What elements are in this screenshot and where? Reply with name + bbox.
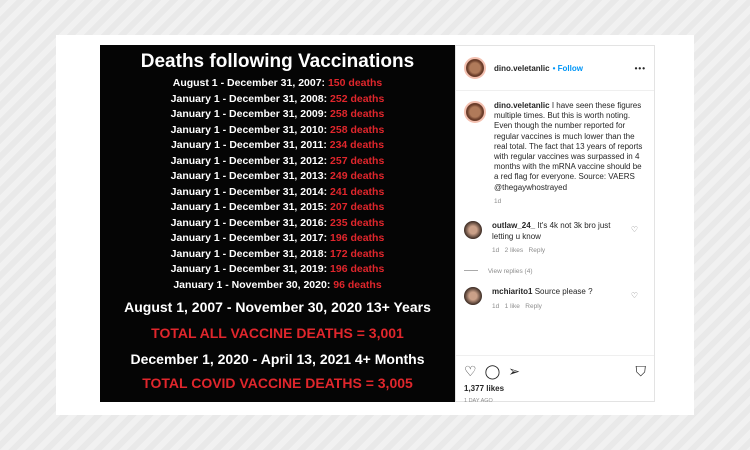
death-count: 196 deaths: [330, 232, 385, 244]
date-range: January 1 - December 31, 2018:: [170, 247, 328, 260]
death-row: [100, 169, 455, 185]
death-row: [100, 107, 455, 123]
date-range: January 1 - December 31, 2017:: [170, 232, 328, 244]
death-count: 172 deaths: [330, 247, 385, 260]
comment-time: 1d: [492, 302, 500, 310]
avatar[interactable]: [464, 57, 486, 79]
comment-text: It's 4k not 3k bro just letting u know: [492, 221, 611, 241]
post-panel: [455, 45, 655, 402]
comment-likes[interactable]: 1 like: [504, 302, 520, 310]
summary-2: December 1, 2020 - April 13, 2021 4+ Months: [130, 351, 425, 367]
comment: [456, 287, 654, 312]
action-bar: [456, 355, 654, 411]
follow-button[interactable]: • Follow: [552, 63, 583, 73]
total-2: TOTAL COVID VACCINE DEATHS = 3,005: [142, 375, 413, 391]
death-count: 258 deaths: [330, 123, 385, 136]
post-time: 1 DAY AGO: [464, 398, 493, 404]
death-count: 258 deaths: [330, 108, 385, 120]
date-range: August 1 - December 31, 2007:: [172, 77, 326, 89]
death-row: [100, 216, 455, 232]
death-row: [100, 247, 455, 263]
comment-username[interactable]: mchiarito1: [492, 287, 533, 297]
date-range: January 1 - December 31, 2019:: [170, 263, 328, 275]
death-count: 241 deaths: [330, 185, 385, 198]
avatar[interactable]: [464, 101, 486, 123]
date-range: January 1 - December 31, 2016:: [170, 216, 328, 229]
total-1: TOTAL ALL VACCINE DEATHS = 3,001: [151, 325, 404, 341]
date-range: January 1 - December 31, 2014:: [170, 185, 328, 198]
death-count: 252 deaths: [330, 92, 385, 105]
likes-count[interactable]: 1,377 likes: [464, 384, 505, 393]
like-heart-icon[interactable]: ♡: [464, 363, 477, 379]
caption: [456, 91, 654, 207]
death-count: 150 deaths: [327, 77, 383, 89]
share-icon[interactable]: ➢: [508, 363, 520, 379]
death-count: 257 deaths: [330, 154, 385, 167]
heart-icon[interactable]: ♡: [630, 225, 638, 235]
comment-username[interactable]: outlaw_24_: [492, 221, 536, 231]
death-count: 196 deaths: [330, 263, 385, 275]
death-row: [100, 138, 455, 154]
death-row: [100, 123, 455, 139]
date-range: January 1 - December 31, 2011:: [170, 139, 327, 151]
date-range: January 1 - December 31, 2015:: [170, 201, 328, 213]
death-row: [100, 92, 455, 108]
image-title: Deaths following Vaccinations: [140, 51, 415, 72]
caption-time: 1d: [494, 197, 502, 205]
caption-username[interactable]: dino.veletanlic: [494, 101, 550, 110]
comment-time: 1d: [492, 247, 500, 255]
death-row: [100, 154, 455, 170]
death-row: [100, 200, 455, 216]
date-range: January 1 - December 31, 2013:: [170, 170, 328, 182]
death-row: [100, 185, 455, 201]
view-replies-button[interactable]: View replies (4): [487, 267, 533, 275]
comment: [456, 221, 654, 277]
death-row: [100, 231, 455, 247]
username[interactable]: dino.veletanlic: [494, 63, 550, 73]
bookmark-icon[interactable]: ⛉: [635, 363, 646, 379]
death-count: 235 deaths: [330, 216, 385, 229]
date-range: January 1 - December 31, 2009:: [170, 108, 328, 120]
reply-button[interactable]: Reply: [525, 302, 542, 310]
summary-1: August 1, 2007 - November 30, 2020 13+ Years: [124, 299, 431, 315]
post-header: [456, 46, 654, 91]
date-range: January 1 - December 31, 2010:: [170, 123, 328, 136]
more-options-icon[interactable]: •••: [634, 63, 646, 73]
reply-button[interactable]: Reply: [528, 247, 546, 255]
death-row: [100, 278, 455, 294]
death-count: 234 deaths: [329, 139, 385, 151]
death-count: 207 deaths: [330, 201, 385, 213]
date-range: January 1 - November 30, 2020:: [173, 278, 331, 291]
death-row: [100, 262, 455, 278]
death-count: 249 deaths: [330, 170, 385, 182]
heart-icon[interactable]: ♡: [630, 291, 638, 301]
date-range: January 1 - December 31, 2012:: [170, 154, 328, 167]
commenter-avatar[interactable]: [464, 287, 482, 305]
death-row: [100, 76, 455, 92]
comment-likes[interactable]: 2 likes: [504, 247, 524, 255]
post-image: [100, 45, 455, 402]
comment-text: Source please ?: [534, 287, 593, 297]
commenter-avatar[interactable]: [464, 221, 482, 239]
date-range: January 1 - December 31, 2008:: [170, 92, 328, 105]
death-count: 96 deaths: [333, 278, 382, 291]
comment-icon[interactable]: ◯: [484, 363, 501, 379]
caption-text: I have seen these figures multiple times. But this is worth noting. Even though the number reported for regular vaccines is much lower than the real total. The fact that 13 years of reports with regular vaccines was surpassed in 4 months with the mRNA vaccine should be a red flag for everyone. Source: VAERS @thegaywhostrayed: [494, 101, 643, 192]
